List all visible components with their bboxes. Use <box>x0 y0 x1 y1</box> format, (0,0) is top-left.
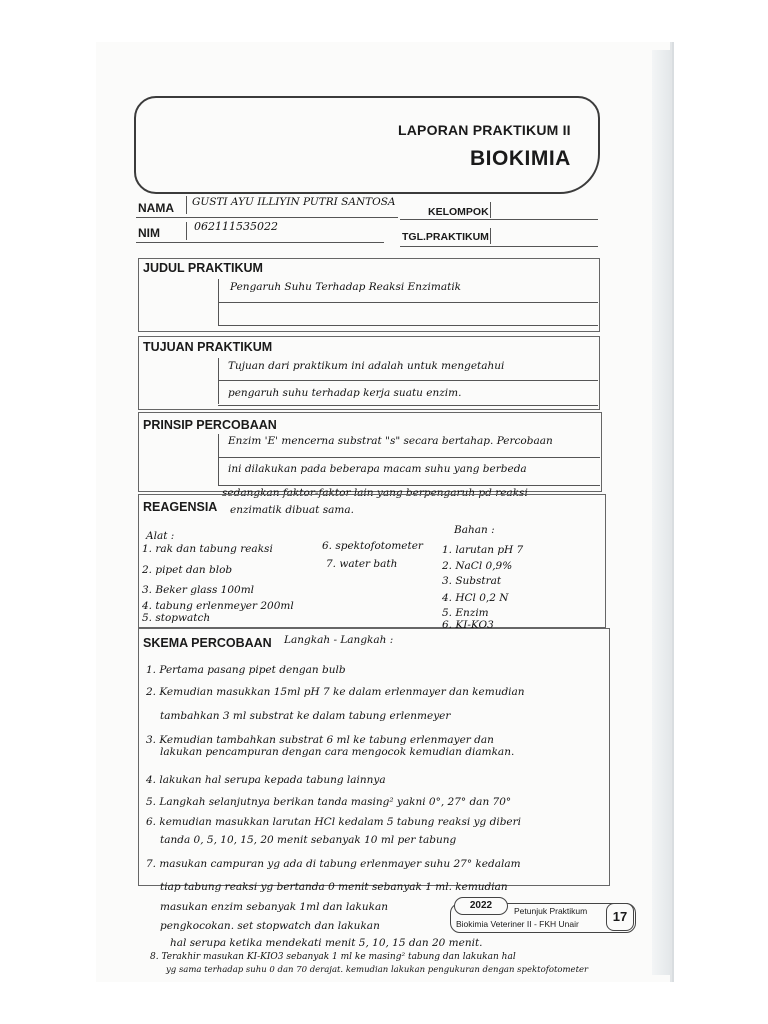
skema-line-1: 1. Pertama pasang pipet dengan bulb <box>146 664 346 676</box>
tujuan-line-1: Tujuan dari praktikum ini adalah untuk mengetahui <box>228 360 505 372</box>
skema-line-11: tiap tabung reaksi yg bertanda 0 menit sebanyak 1 ml. kemudian <box>160 881 508 893</box>
skema-line-10: 7. masukan campuran yg ada di tabung erlenmayer suhu 27° kedalam <box>146 858 521 870</box>
skema-line-15: 8. Terakhir masukan KI-KIO3 sebanyak 1 ml ke masing² tabung dan lakukan hal <box>150 952 516 962</box>
skema-line-5: lakukan pencampuran dengan cara mengocok kemudian diamkan. <box>160 746 515 758</box>
page-edge <box>652 50 670 975</box>
kelompok-label: KELOMPOK <box>428 206 489 218</box>
skema-heading: SKEMA PERCOBAAN <box>143 636 272 650</box>
skema-line-6: 4. lakukan hal serupa kepada tabung lainnya <box>146 774 386 786</box>
prinsip-line-4: enzimatik dibuat sama. <box>230 504 354 516</box>
report-title: LAPORAN PRAKTIKUM II <box>398 122 571 138</box>
skema-sub: Langkah - Langkah : <box>284 634 394 646</box>
bahan-3: 3. Substrat <box>442 575 502 587</box>
bahan-label: Bahan : <box>454 524 495 536</box>
footer-line-2: Biokimia Veteriner II - FKH Unair <box>456 919 579 929</box>
alat-4: 4. tabung erlenmeyer 200ml <box>142 600 294 612</box>
footer-line-1: Petunjuk Praktikum <box>514 906 588 916</box>
prinsip-line-3: sedangkan faktor-faktor lain yang berpengaruh pd reaksi <box>222 487 528 499</box>
skema-line-2: 2. Kemudian masukkan 15ml pH 7 ke dalam erlenmayer dan kemudian <box>146 686 525 698</box>
skema-line-7: 5. Langkah selanjutnya berikan tanda masing² yakni 0°, 27° dan 70° <box>146 796 512 808</box>
nama-label: NAMA <box>138 201 174 215</box>
judul-heading: JUDUL PRAKTIKUM <box>143 261 263 275</box>
skema-line-16: yg sama terhadap suhu 0 dan 70 derajat. kemudian lakukan pengukuran dengan spektofotometer <box>166 965 589 975</box>
alat-1: 1. rak dan tabung reaksi <box>142 543 273 555</box>
page-number: 17 <box>606 903 634 931</box>
prinsip-heading: PRINSIP PERCOBAAN <box>143 418 277 432</box>
judul-text: Pengaruh Suhu Terhadap Reaksi Enzimatik <box>230 281 462 293</box>
alat-3: 3. Beker glass 100ml <box>142 584 255 596</box>
title-frame <box>134 96 600 194</box>
alat-6: 6. spektofotometer <box>322 540 423 552</box>
skema-line-14: hal serupa ketika mendekati menit 5, 10, 15 dan 20 menit. <box>170 937 483 949</box>
nama-value: GUSTI AYU ILLIYIN PUTRI SANTOSA <box>192 196 396 208</box>
skema-line-3: tambahkan 3 ml substrat ke dalam tabung erlenmeyer <box>160 710 451 722</box>
bahan-2: 2. NaCl 0,9% <box>442 560 513 572</box>
tujuan-heading: TUJUAN PRAKTIKUM <box>143 340 273 354</box>
prinsip-line-2: ini dilakukan pada beberapa macam suhu yang berbeda <box>228 463 527 475</box>
bahan-1: 1. larutan pH 7 <box>442 544 524 556</box>
reagensia-heading: REAGENSIA <box>143 500 218 514</box>
nim-value: 062111535022 <box>194 220 278 233</box>
prinsip-line-1: Enzim 'E' mencerna substrat "s" secara bertahap. Percobaan <box>228 435 553 447</box>
nim-label: NIM <box>138 226 160 240</box>
skema-line-8: 6. kemudian masukkan larutan HCl kedalam 5 tabung reaksi yg diberi <box>146 816 522 828</box>
alat-label: Alat : <box>146 530 175 542</box>
skema-line-13: pengkocokan. set stopwatch dan lakukan <box>160 920 380 932</box>
alat-7: 7. water bath <box>326 558 398 570</box>
alat-2: 2. pipet dan blob <box>142 564 233 576</box>
bahan-5: 5. Enzim <box>442 607 489 619</box>
tujuan-line-2: pengaruh suhu terhadap kerja suatu enzim. <box>228 387 462 399</box>
skema-line-12: masukan enzim sebanyak 1ml dan lakukan <box>160 901 389 913</box>
bahan-4: 4. HCl 0,2 N <box>442 592 509 604</box>
subject-title: BIOKIMIA <box>470 147 571 170</box>
skema-line-9: tanda 0, 5, 10, 15, 20 menit sebanyak 10 ml per tabung <box>160 834 457 846</box>
tgl-label: TGL.PRAKTIKUM <box>402 231 489 243</box>
footer-year: 2022 <box>454 897 508 915</box>
alat-5: 5. stopwatch <box>142 612 211 624</box>
bahan-6: 6. KI-KO3 <box>442 619 494 631</box>
skema-line-4: 3. Kemudian tambahkan substrat 6 ml ke tabung erlenmayer dan <box>146 734 494 746</box>
